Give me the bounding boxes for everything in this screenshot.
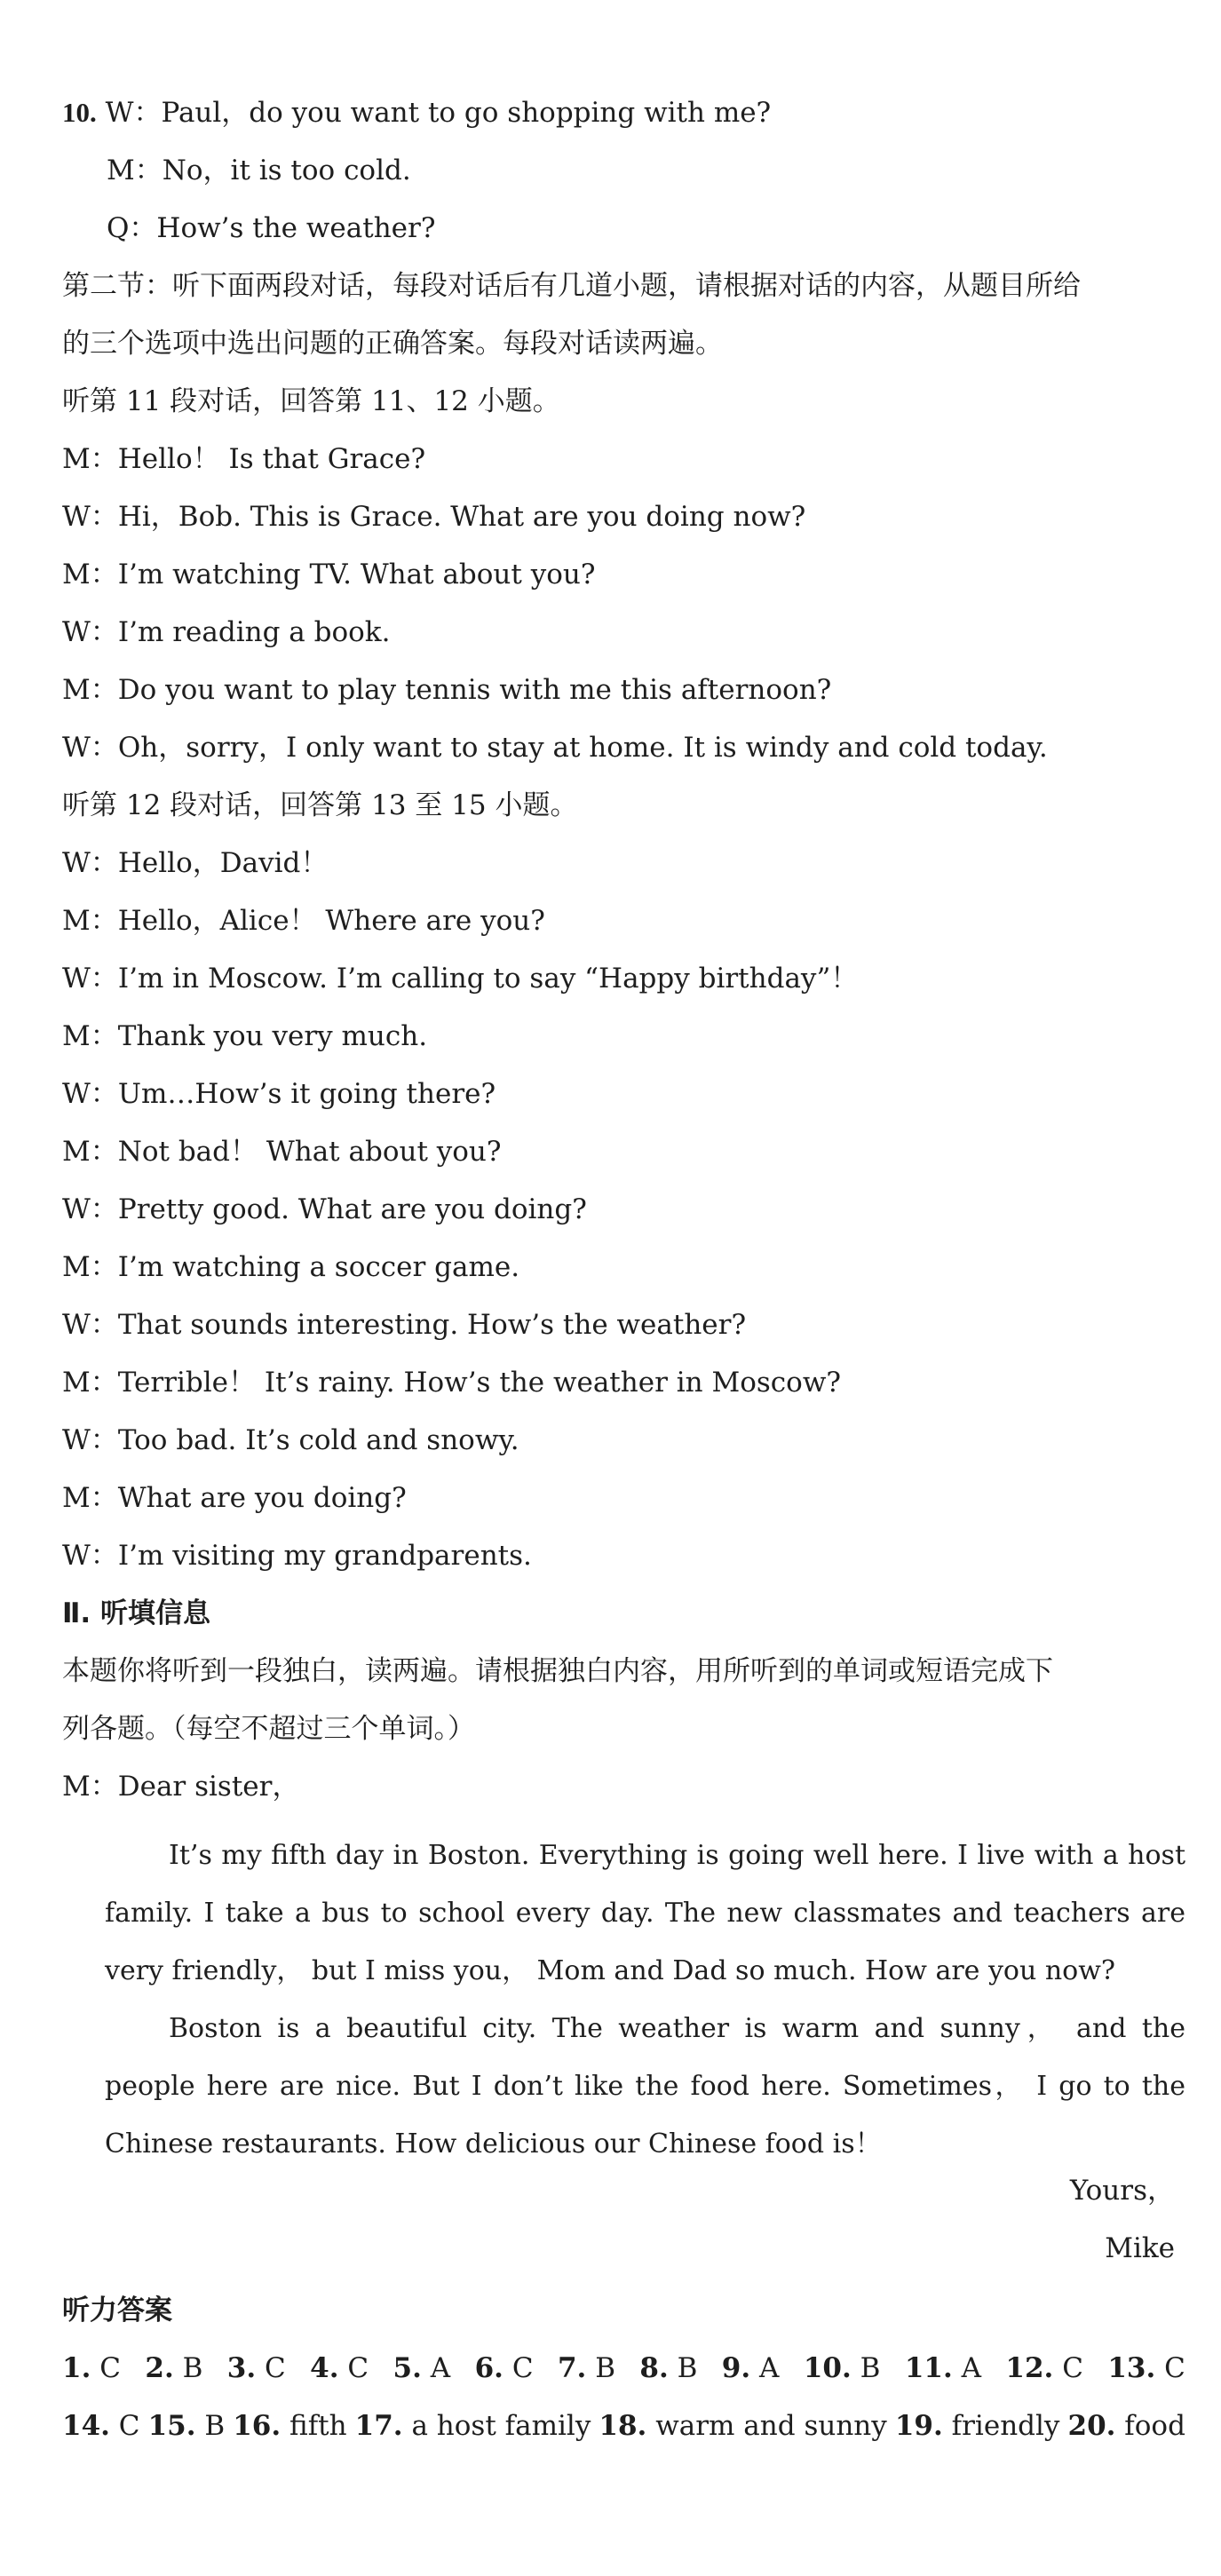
dialog11-line: W：Oh，sorry，I only want to stay at home. It is windy and cold today.	[62, 732, 1048, 764]
dialog12-line: W：Um…How’s it going there?	[62, 1078, 496, 1110]
q10-w-text: W：Paul，do you want to go shopping with me?	[105, 97, 772, 129]
answer-value: C	[1164, 2352, 1185, 2384]
answer-item	[639, 2350, 697, 2386]
answer-number: 2.	[145, 2352, 174, 2384]
letter-signature: Mike	[1105, 2232, 1175, 2264]
answers-row-2	[62, 2408, 1185, 2444]
answer-value: B	[595, 2352, 615, 2384]
part2-instruction-line1: 本题你将听到一段独白，读两遍。请根据独白内容，用所听到的单词或短语完成下	[62, 1655, 1053, 1687]
answer-value: friendly	[951, 2410, 1060, 2442]
part2-title: Ⅱ. 听填信息	[62, 1597, 210, 1629]
part2-instruction-line2: 列各题。（每空不超过三个单词。）	[62, 1713, 475, 1745]
dialog11-line: W：I’m reading a book.	[62, 616, 391, 648]
q10-line-m: M：No，it is too cold.	[107, 155, 411, 186]
answer-item	[62, 2350, 121, 2386]
answer-value: C	[1062, 2352, 1083, 2384]
dialog12-line: W：That sounds interesting. How’s the weather?	[62, 1309, 747, 1341]
answer-number: 14.	[62, 2410, 110, 2442]
dialog12-line: M：Thank you very much.	[62, 1020, 428, 1052]
answer-value: a host family	[411, 2410, 591, 2442]
section2-intro-line1: 第二节：听下面两段对话，每段对话后有几道小题，请根据对话的内容，从题目所给	[62, 270, 1081, 302]
dialog12-line: W：Too bad. It’s cold and snowy.	[62, 1424, 519, 1456]
dialog11-line: M：Do you want to play tennis with me this afternoon?	[62, 674, 832, 706]
answer-number: 12.	[1005, 2352, 1054, 2384]
section2-intro-line2: 的三个选项中选出问题的正确答案。每段对话读两遍。	[62, 328, 723, 360]
dialog11-line: M：Hello！ Is that Grace?	[62, 443, 426, 475]
answers-row-1	[62, 2350, 1185, 2386]
answer-item	[227, 2350, 286, 2386]
answer-number: 8.	[639, 2352, 669, 2384]
letter-closing: Yours，	[1069, 2175, 1175, 2207]
q10-line-q: Q：How’s the weather?	[107, 212, 436, 244]
dialog12-line: W：I’m in Moscow. I’m calling to say “Happy birthday”！	[62, 963, 859, 995]
dialog12-line: W：I’m visiting my grandparents.	[62, 1540, 532, 1572]
dialog12-line: M：What are you doing?	[62, 1482, 407, 1514]
answer-number: 13.	[1107, 2352, 1156, 2384]
q10-line-w	[62, 95, 1185, 131]
dialog12-line: M：Hello，Alice！ Where are you?	[62, 905, 545, 937]
answer-item	[1068, 2408, 1185, 2444]
answer-item	[1107, 2350, 1185, 2386]
answer-value: food	[1124, 2410, 1185, 2442]
dialog12-line: M：I’m watching a soccer game.	[62, 1251, 520, 1283]
answer-value: C	[265, 2352, 286, 2384]
answer-value: A	[759, 2352, 780, 2384]
answer-item	[475, 2350, 534, 2386]
answer-value: C	[118, 2410, 140, 2442]
answer-item	[895, 2408, 1060, 2444]
letter-paragraph-1: It’s my fifth day in Boston. Everything is going well here. I live with a host family. I take a bus to school every day. The new classmates and teachers are very friendly， but I miss you， Mom and Dad so much. How are you now?	[105, 1840, 1185, 1986]
answer-number: 19.	[894, 2410, 943, 2442]
answer-number: 6.	[474, 2352, 503, 2384]
dialog12-line: M：Not bad！ What about you?	[62, 1136, 502, 1168]
answer-number: 3.	[226, 2352, 257, 2384]
answer-item	[148, 2408, 226, 2444]
answer-number: 15.	[147, 2410, 196, 2442]
answer-value: fifth	[289, 2410, 347, 2442]
answer-number: 16.	[233, 2410, 281, 2442]
answer-item	[804, 2350, 881, 2386]
answer-value: C	[347, 2352, 369, 2384]
answers-title: 听力答案	[62, 2295, 172, 2326]
answer-value: B	[677, 2352, 698, 2384]
answer-number: 11.	[904, 2352, 953, 2384]
answer-number: 4.	[310, 2352, 339, 2384]
dialog12-line: W：Hello，David！	[62, 847, 329, 879]
dialog12-header: 听第 12 段对话，回答第 13 至 15 小题。	[62, 789, 578, 821]
answer-value: A	[961, 2352, 981, 2384]
q10-number: 10.	[62, 97, 97, 128]
answer-item	[355, 2408, 591, 2444]
answer-item	[558, 2350, 615, 2386]
answer-item	[722, 2350, 780, 2386]
answer-value: C	[511, 2352, 534, 2384]
answer-number: 20.	[1067, 2410, 1116, 2442]
dialog12-line: M：Terrible！ It’s rainy. How’s the weather in Moscow?	[62, 1367, 841, 1399]
answer-value: B	[182, 2352, 203, 2384]
answer-number: 1.	[62, 2352, 91, 2384]
letter-paragraph-2: Boston is a beautiful city. The weather is warm and sunny， and the people here are nice. But I don’t like the food here. Sometimes， I go to the Chinese restaurants. How delicious our Chinese food is！	[105, 2013, 1185, 2160]
letter-salutation: M：Dear sister，	[62, 1771, 300, 1803]
answer-value: B	[204, 2410, 226, 2442]
dialog11-line: M：I’m watching TV. What about you?	[62, 559, 596, 590]
answer-item	[310, 2350, 369, 2386]
answer-value: A	[430, 2352, 451, 2384]
answer-number: 17.	[354, 2410, 403, 2442]
answer-number: 5.	[392, 2352, 422, 2384]
answer-item	[599, 2408, 886, 2444]
dialog11-header: 听第 11 段对话，回答第 11、12 小题。	[62, 385, 560, 417]
answer-item	[393, 2350, 451, 2386]
answer-number: 18.	[599, 2410, 647, 2442]
dialog12-line: W：Pretty good. What are you doing?	[62, 1193, 587, 1225]
answer-value: warm and sunny	[655, 2410, 887, 2442]
answer-value: C	[99, 2352, 121, 2384]
answer-number: 10.	[803, 2352, 852, 2384]
answer-number: 7.	[557, 2352, 587, 2384]
answer-item	[145, 2350, 202, 2386]
answer-number: 9.	[721, 2352, 751, 2384]
answer-item	[1005, 2350, 1083, 2386]
dialog11-line: W：Hi，Bob. This is Grace. What are you doing now?	[62, 501, 806, 533]
answer-value: B	[860, 2352, 881, 2384]
answer-item	[233, 2408, 346, 2444]
answer-item	[62, 2408, 140, 2444]
answer-item	[905, 2350, 981, 2386]
